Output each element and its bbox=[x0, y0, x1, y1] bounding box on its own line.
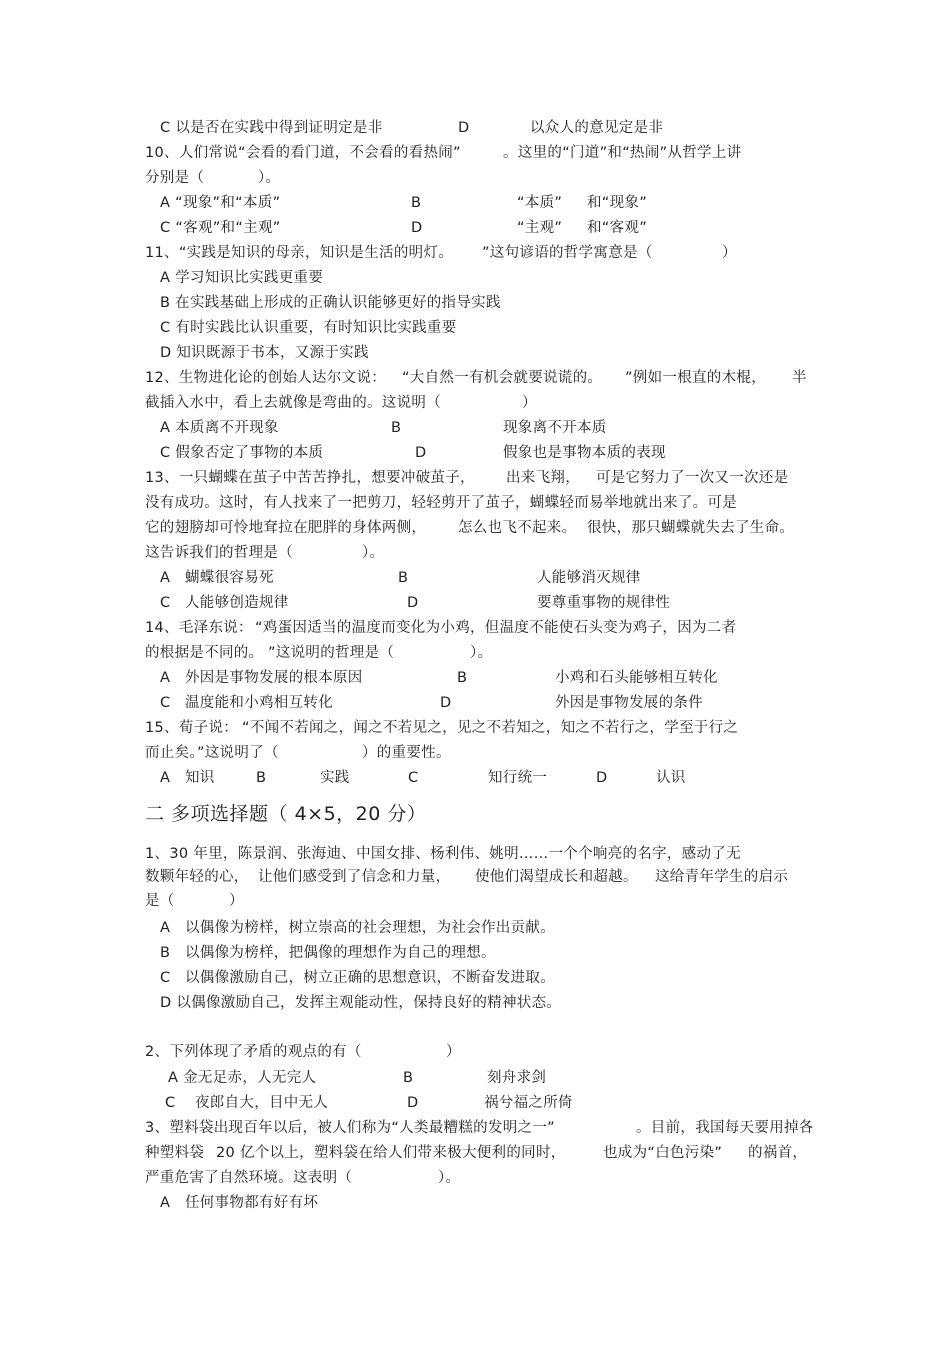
option-a-letter: A bbox=[160, 570, 171, 586]
question-13-paren-end: ）。 bbox=[362, 545, 385, 561]
multi-question-1-text-line2-b: 让他们感受到了信念和力量， bbox=[258, 869, 451, 885]
multi-question-1-text-line2: 数颗年轻的心， bbox=[145, 869, 249, 885]
option-d-letter: D bbox=[411, 220, 423, 236]
option-d-text: D 以偶像激励自己，发挥主观能动性，保持良好的精神状态。 bbox=[160, 995, 562, 1011]
option-b-text: 实践 bbox=[320, 770, 350, 786]
option-d-text: 要尊重事物的规律性 bbox=[537, 595, 671, 611]
question-11-text: 11、“实践是知识的母亲，知识是生活的明灯。 bbox=[145, 245, 454, 261]
question-12-quote: “大自然一有机会就要说谎的。 bbox=[402, 370, 603, 386]
multi-question-1-text-line2-d: 这给青年学生的启示 bbox=[655, 869, 789, 885]
question-10-text: 10、人们常说“会看的看门道，不会看的看热闹” bbox=[145, 145, 461, 161]
option-c-text: 夜郎自大，目中无人 bbox=[195, 1095, 329, 1111]
multi-question-3-paren-end: ）。 bbox=[438, 1170, 461, 1186]
option-a-letter: A bbox=[160, 1195, 171, 1211]
multi-question-1-text: 1、30 年里，陈景润、张海迪、中国女排、杨利伟、姚明……一个个响亮的名字，感动了无 bbox=[145, 846, 741, 862]
option-b-text: B 在实践基础上形成的正确认识能够更好的指导实践 bbox=[160, 295, 501, 311]
multi-question-3-text-line2-b: 20 亿个以上，塑料袋在给人们带来极大便利的同时， bbox=[216, 1145, 566, 1161]
question-14-text-line2: 的根据是不同的。 bbox=[145, 645, 264, 661]
option-a-text: 外因是事物发展的根本原因 bbox=[185, 670, 363, 686]
question-15-prompt-end: ）的重要性。 bbox=[362, 745, 451, 761]
question-15-quote: “不闻不若闻之，闻之不若见之，见之不若知之，知之不若行之，学至于行之 bbox=[242, 720, 739, 736]
multi-question-3-text-cont: 。目前，我国每天要用掉各 bbox=[636, 1120, 814, 1136]
question-12-text-end: 半 bbox=[792, 370, 807, 386]
option-d-text: 外因是事物发展的条件 bbox=[555, 695, 703, 711]
question-11-paren-end: ） bbox=[722, 245, 737, 261]
option-b-text: “本质” bbox=[517, 195, 563, 211]
option-a-text: 以偶像为榜样，树立崇高的社会理想，为社会作出贡献。 bbox=[185, 920, 555, 936]
question-14-prompt: ”这说明的哲理是（ bbox=[268, 645, 395, 661]
option-c-text: C 假象否定了事物的本质 bbox=[160, 445, 324, 461]
section-heading: 二 多项选择题（ 4×5，20 分） bbox=[145, 803, 427, 825]
option-c-text: 温度能和小鸡相互转化 bbox=[185, 695, 333, 711]
option-a-text: A 本质离不开现象 bbox=[160, 420, 279, 436]
option-b-letter: B bbox=[391, 420, 402, 436]
question-10-prompt: 分别是（ bbox=[145, 170, 205, 186]
question-14-quote: “鸡蛋因适当的温度而变化为小鸡，但温度不能使石头变为鸡子，因为二者 bbox=[255, 620, 737, 636]
option-b-text-cont: 和“现象” bbox=[587, 195, 648, 211]
option-d-letter: D bbox=[407, 1095, 419, 1111]
question-15-text: 15、荀子说： bbox=[145, 720, 239, 736]
option-b-letter: B bbox=[457, 670, 468, 686]
option-c-text: C 有时实践比认识重要，有时知识比实践重要 bbox=[160, 320, 457, 336]
option-d-letter: D bbox=[407, 595, 419, 611]
option-a-text: 任何事物都有好有坏 bbox=[185, 1195, 319, 1211]
option-a-text: A 学习知识比实践更重要 bbox=[160, 270, 324, 286]
option-b-text: 小鸡和石头能够相互转化 bbox=[555, 670, 718, 686]
option-d-text: 假象也是事物本质的表现 bbox=[503, 445, 666, 461]
option-d-letter: D bbox=[440, 695, 452, 711]
question-13-text: 13、一只蝴蝶在茧子中苦苦挣扎，想要冲破茧子， bbox=[145, 470, 475, 486]
multi-question-1-prompt: 是（ bbox=[145, 893, 175, 909]
question-14-paren-end: ）。 bbox=[470, 645, 493, 661]
option-b-text: 刻舟求剑 bbox=[487, 1070, 547, 1086]
option-b-text: 现象离不开本质 bbox=[503, 420, 607, 436]
question-13-text-line2: 没有成功。这时，有人找来了一把剪刀，轻轻剪开了茧子，蝴蝶轻而易举地就出来了。可是 bbox=[145, 495, 737, 511]
option-a-text: 蝴蝶很容易死 bbox=[185, 570, 274, 586]
option-a-text: A 金无足赤，人无完人 bbox=[168, 1070, 317, 1086]
option-c-letter: C bbox=[160, 695, 171, 711]
option-c-text: C “客观”和“主观” bbox=[160, 220, 281, 236]
question-13-text-cont: 出来飞翔， bbox=[506, 470, 580, 486]
question-13-text-line3-end: 很快，那只蝴蝶就失去了生命。 bbox=[587, 520, 795, 536]
option-c-text: 以偶像激励自己，树立正确的思想意识，不断奋发进取。 bbox=[185, 970, 555, 986]
option-c-text: 知行统一 bbox=[488, 770, 548, 786]
option-b-letter: B bbox=[411, 195, 422, 211]
option-c-text: 人能够创造规律 bbox=[185, 595, 289, 611]
multi-question-3-text-line2-d: 的祸首， bbox=[748, 1145, 808, 1161]
question-13-prompt: 这告诉我们的哲理是（ bbox=[145, 545, 293, 561]
question-12-prompt: 截插入水中，看上去就像是弯曲的。这说明（ bbox=[145, 395, 441, 411]
option-b-letter: B bbox=[160, 945, 171, 961]
question-13-text-line3-cont: 怎么也飞不起来。 bbox=[458, 520, 577, 536]
question-12-text-cont: ”例如一根直的木棍， bbox=[625, 370, 767, 386]
question-13-text-line3: 它的翅膀却可怜地耷拉在肥胖的身体两侧， bbox=[145, 520, 427, 536]
option-a-text: 知识 bbox=[185, 770, 215, 786]
option-b-letter: B bbox=[256, 770, 267, 786]
option-c-text: C 以是否在实践中得到证明定是非 bbox=[160, 120, 383, 136]
option-d-text: “主观” bbox=[517, 220, 563, 236]
question-14-text: 14、毛泽东说： bbox=[145, 620, 253, 636]
multi-question-3-text-line2: 种塑料袋 bbox=[145, 1145, 205, 1161]
option-c-letter: C bbox=[165, 1095, 176, 1111]
option-d-letter: D bbox=[596, 770, 608, 786]
option-d-text: 祸兮福之所倚 bbox=[484, 1095, 573, 1111]
option-a-text: A “现象”和“本质” bbox=[160, 195, 281, 211]
multi-question-1-paren-end: ） bbox=[229, 893, 244, 909]
option-b-text: 人能够消灭规律 bbox=[537, 570, 641, 586]
question-12-text: 12、生物进化论的创始人达尔文说： bbox=[145, 370, 387, 386]
question-11-text-cont: ”这句谚语的哲学寓意是（ bbox=[482, 245, 653, 261]
option-d-letter: D bbox=[458, 120, 470, 136]
option-c-letter: C bbox=[160, 595, 171, 611]
option-d-text: 以众人的意见定是非 bbox=[530, 120, 664, 136]
question-10-text-cont: 。这里的“门道”和“热闹”从哲学上讲 bbox=[503, 145, 742, 161]
multi-question-2-text: 2、下列体现了矛盾的观点的有（ bbox=[145, 1044, 362, 1060]
option-b-text: 以偶像为榜样，把偶像的理想作为自己的理想。 bbox=[185, 945, 496, 961]
question-12-paren-end: ） bbox=[522, 395, 537, 411]
question-10-prompt-end: ）。 bbox=[258, 170, 281, 186]
option-a-letter: A bbox=[160, 770, 171, 786]
option-d-text-cont: 和“客观” bbox=[587, 220, 648, 236]
multi-question-3-text-line2-c: 也成为“白色污染” bbox=[603, 1145, 723, 1161]
multi-question-2-paren-end: ） bbox=[446, 1044, 461, 1060]
multi-question-1-text-line2-c: 使他们渴望成长和超越。 bbox=[475, 869, 638, 885]
option-c-letter: C bbox=[408, 770, 419, 786]
option-b-letter: B bbox=[398, 570, 409, 586]
multi-question-3-prompt: 严重危害了自然环境。这表明（ bbox=[145, 1170, 353, 1186]
option-c-letter: C bbox=[160, 970, 171, 986]
option-b-letter: B bbox=[403, 1070, 414, 1086]
option-a-letter: A bbox=[160, 670, 171, 686]
option-d-letter: D bbox=[415, 445, 427, 461]
option-a-letter: A bbox=[160, 920, 171, 936]
option-d-text: 认识 bbox=[656, 770, 686, 786]
multi-question-3-text: 3、塑料袋出现百年以后，被人们称为“人类最糟糕的发明之一” bbox=[145, 1120, 555, 1136]
question-15-prompt: 而止矣。”这说明了（ bbox=[145, 745, 279, 761]
question-13-text-cont2: 可是它努力了一次又一次还是 bbox=[596, 470, 789, 486]
option-d-text: D 知识既源于书本，又源于实践 bbox=[160, 345, 369, 361]
